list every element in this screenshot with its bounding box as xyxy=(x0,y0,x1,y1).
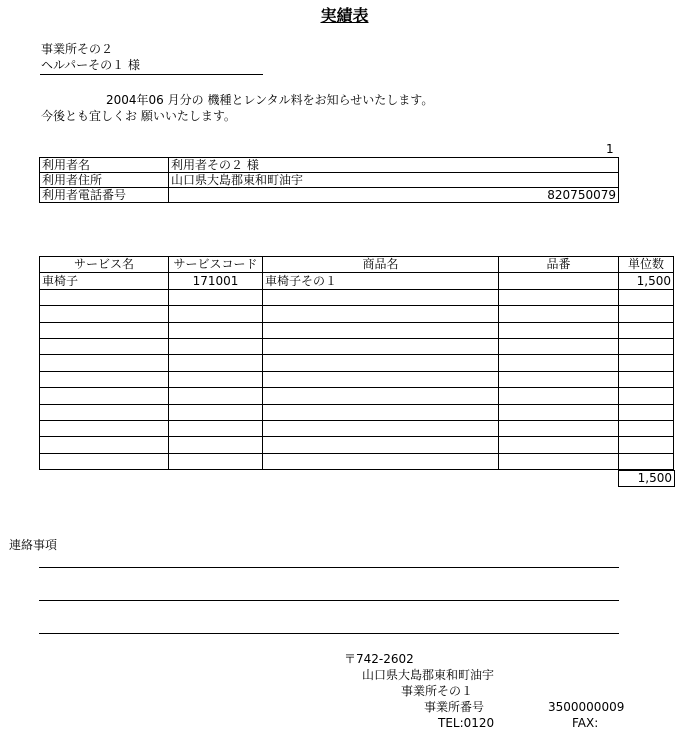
user-info-label: 利用者電話番号 xyxy=(40,188,169,203)
user-info-label: 利用者住所 xyxy=(40,173,169,188)
cell-units xyxy=(619,371,674,387)
cell-service-name xyxy=(40,289,169,305)
cell-product-name xyxy=(263,453,499,469)
header-part-number: 品番 xyxy=(499,257,619,273)
cell-service-name xyxy=(40,420,169,436)
cell-units xyxy=(619,355,674,371)
table-row xyxy=(40,371,674,387)
page-number: 1 xyxy=(606,142,614,156)
cell-product-name xyxy=(263,322,499,338)
cell-service-name xyxy=(40,371,169,387)
cell-part-number xyxy=(499,338,619,354)
cell-product-name xyxy=(263,338,499,354)
cell-part-number xyxy=(499,388,619,404)
cell-part-number xyxy=(499,355,619,371)
cell-service-name: 車椅子 xyxy=(40,273,169,289)
cell-part-number xyxy=(499,404,619,420)
cell-part-number xyxy=(499,289,619,305)
items-header-row xyxy=(40,257,674,273)
addressee-underline xyxy=(40,74,263,75)
cell-service-code xyxy=(169,371,263,387)
cell-service-code xyxy=(169,420,263,436)
helper-name: ヘルパーその１ 様 xyxy=(41,58,140,72)
cell-product-name xyxy=(263,437,499,453)
office-name: 事業所その２ xyxy=(41,42,114,56)
header-service-code: サービスコード xyxy=(169,257,263,273)
table-row xyxy=(40,388,674,404)
cell-units xyxy=(619,404,674,420)
table-row xyxy=(40,355,674,371)
table-row xyxy=(40,437,674,453)
cell-part-number xyxy=(499,371,619,387)
footer-tel: TEL:0120 xyxy=(438,716,495,730)
table-row xyxy=(40,338,674,354)
cell-product-name xyxy=(263,371,499,387)
cell-service-name xyxy=(40,453,169,469)
cell-service-code xyxy=(169,404,263,420)
cell-service-name xyxy=(40,306,169,322)
user-info-label: 利用者名 xyxy=(40,158,169,173)
footer-postal-code: 〒742-2602 xyxy=(344,652,414,666)
cell-units xyxy=(619,338,674,354)
cell-part-number xyxy=(499,322,619,338)
cell-service-code xyxy=(169,289,263,305)
notice-line-2: 今後とも宜しくお 願いいたします。 xyxy=(41,109,236,123)
cell-service-code xyxy=(169,338,263,354)
cell-product-name xyxy=(263,289,499,305)
cell-part-number xyxy=(499,437,619,453)
cell-units xyxy=(619,420,674,436)
memo-line xyxy=(39,633,619,634)
cell-product-name: 車椅子その１ xyxy=(263,273,499,289)
cell-service-name xyxy=(40,355,169,371)
header-units: 単位数 xyxy=(619,257,674,273)
header-service-name: サービス名 xyxy=(40,257,169,273)
table-row xyxy=(40,420,674,436)
cell-service-code xyxy=(169,388,263,404)
cell-service-code xyxy=(169,453,263,469)
cell-service-code xyxy=(169,355,263,371)
cell-product-name xyxy=(263,420,499,436)
cell-product-name xyxy=(263,355,499,371)
user-info-value: 山口県大島郡東和町油宇 xyxy=(169,173,619,188)
cell-product-name xyxy=(263,404,499,420)
cell-units xyxy=(619,388,674,404)
memo-line xyxy=(39,600,619,601)
cell-units xyxy=(619,453,674,469)
items-body xyxy=(40,273,674,470)
user-info-row xyxy=(40,173,619,188)
cell-part-number xyxy=(499,306,619,322)
cell-service-code xyxy=(169,322,263,338)
cell-product-name xyxy=(263,306,499,322)
user-info-row xyxy=(40,188,619,203)
cell-units xyxy=(619,437,674,453)
table-row xyxy=(40,273,674,289)
items-table xyxy=(39,256,674,470)
cell-units: 1,500 xyxy=(619,273,674,289)
table-row xyxy=(40,404,674,420)
memo-label: 連絡事項 xyxy=(9,538,58,552)
notice-line-1: 2004年06 月分の 機種とレンタル料をお知らせいたします。 xyxy=(106,93,434,107)
footer-office-number: 3500000009 xyxy=(548,700,625,714)
cell-service-name xyxy=(40,437,169,453)
table-row xyxy=(40,322,674,338)
footer-office-number-label: 事業所番号 xyxy=(424,700,485,714)
cell-service-name xyxy=(40,322,169,338)
cell-part-number xyxy=(499,453,619,469)
user-info-table xyxy=(39,157,619,203)
user-info-row xyxy=(40,158,619,173)
footer-address: 山口県大島郡東和町油宇 xyxy=(362,668,495,682)
cell-service-name xyxy=(40,388,169,404)
cell-units xyxy=(619,306,674,322)
footer-fax: FAX: xyxy=(572,716,599,730)
cell-part-number xyxy=(499,420,619,436)
cell-service-code xyxy=(169,306,263,322)
header-product-name: 商品名 xyxy=(263,257,499,273)
cell-service-code: 171001 xyxy=(169,273,263,289)
cell-service-code xyxy=(169,437,263,453)
user-info-value: 利用者その２ 様 xyxy=(169,158,619,173)
cell-units xyxy=(619,322,674,338)
table-row xyxy=(40,453,674,469)
table-row xyxy=(40,289,674,305)
cell-product-name xyxy=(263,388,499,404)
user-info-value: 820750079 xyxy=(169,188,619,203)
cell-service-name xyxy=(40,404,169,420)
cell-part-number xyxy=(499,273,619,289)
footer-office: 事業所その１ xyxy=(401,684,474,698)
table-row xyxy=(40,306,674,322)
memo-line xyxy=(39,567,619,568)
cell-service-name xyxy=(40,338,169,354)
total-units: 1,500 xyxy=(618,470,675,487)
document-title: 実績表 xyxy=(320,6,369,25)
cell-units xyxy=(619,289,674,305)
